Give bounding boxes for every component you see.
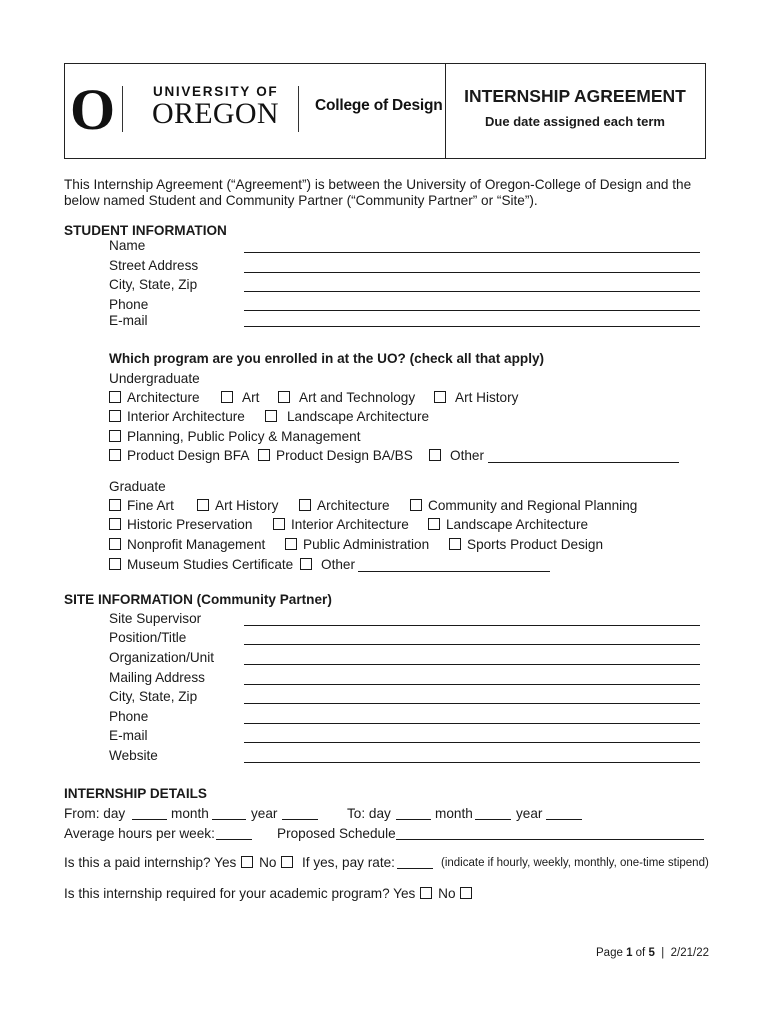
field-label-street-address: Street Address (109, 258, 199, 273)
checkbox-label: Art History (455, 390, 519, 405)
checkbox[interactable] (285, 538, 297, 550)
checkbox[interactable] (273, 518, 285, 530)
website-field[interactable] (244, 762, 700, 763)
page-of: of (632, 947, 649, 959)
field-label-organization-unit: Organization/Unit (109, 650, 215, 665)
ug-checkbox-planning[interactable] (109, 429, 361, 445)
city-state-zip-field[interactable] (244, 291, 700, 292)
checkbox[interactable] (109, 538, 121, 550)
ug-checkbox-product-design-babs[interactable] (258, 448, 413, 464)
checkbox[interactable] (109, 558, 121, 570)
grad-checkbox-nonprofit-management[interactable] (109, 537, 265, 553)
paid-yes-checkbox[interactable] (241, 856, 253, 868)
page-prefix: Page (596, 947, 627, 959)
checkbox-label: Architecture (127, 390, 200, 405)
checkbox-label: Art History (215, 498, 279, 513)
paid-question-text: Is this a paid internship? Yes (64, 855, 237, 870)
field-label-phone: Phone (109, 297, 149, 312)
checkbox-label: Other (321, 557, 355, 572)
program-question: Which program are you enrolled in at the UO? (check all that apply) (109, 351, 545, 366)
checkbox-label: Interior Architecture (127, 409, 245, 424)
checkbox-label: Landscape Architecture (446, 517, 589, 532)
paid-no-checkbox[interactable] (281, 856, 293, 868)
position-title-field[interactable] (244, 644, 700, 645)
email-field[interactable] (244, 326, 700, 327)
grad-checkbox-landscape-architecture[interactable] (428, 517, 588, 533)
grad-checkbox-interior-architecture[interactable] (273, 517, 409, 533)
checkbox-label: Landscape Architecture (287, 409, 430, 424)
mailing-address-field[interactable] (244, 684, 700, 685)
from-day-label: From: day (64, 806, 126, 821)
header-box (64, 63, 706, 159)
ug-checkbox-interior-architecture[interactable] (109, 409, 245, 425)
grad-checkbox-community-planning[interactable] (410, 498, 637, 514)
checkbox-label: Art and Technology (299, 390, 416, 405)
phone-field[interactable] (244, 310, 700, 311)
checkbox-label: Interior Architecture (291, 517, 409, 532)
ug-checkbox-landscape-architecture[interactable] (265, 409, 429, 425)
checkbox[interactable] (109, 430, 121, 442)
checkbox-label: Planning, Public Policy & Management (127, 429, 361, 444)
field-label-site-supervisor: Site Supervisor (109, 611, 202, 626)
page-total: 5 (648, 947, 655, 959)
from-month-label: month (171, 806, 209, 821)
to-day-field[interactable] (396, 819, 431, 820)
checkbox[interactable] (109, 518, 121, 530)
checkbox-label: Other (450, 448, 484, 463)
proposed-schedule-field[interactable] (396, 839, 704, 840)
checkbox[interactable] (410, 499, 422, 511)
checkbox[interactable] (109, 499, 121, 511)
logo-oregon: OREGON (152, 97, 279, 130)
site-info-heading: SITE INFORMATION (Community Partner) (64, 592, 332, 607)
checkbox[interactable] (299, 499, 311, 511)
from-year-label: year (251, 806, 278, 821)
field-label-website: Website (109, 748, 158, 763)
field-label-name: Name (109, 238, 146, 253)
checkbox[interactable] (428, 518, 440, 530)
checkbox-label: Product Design BA/BS (276, 448, 413, 463)
from-day-field[interactable] (132, 819, 167, 820)
required-no-label: No (438, 886, 456, 901)
document-title: INTERNSHIP AGREEMENT (464, 86, 686, 106)
student-info-heading: STUDENT INFORMATION (64, 223, 227, 238)
checkbox-label: Product Design BFA (127, 448, 250, 463)
site-email-field[interactable] (244, 742, 700, 743)
grad-checkbox-sports-product-design[interactable] (449, 537, 603, 553)
to-day-label: To: day (347, 806, 391, 821)
header-divider (445, 64, 446, 158)
grad-checkbox-historic-preservation[interactable] (109, 517, 252, 533)
checkbox-label: Nonprofit Management (127, 537, 266, 552)
checkbox-label: Fine Art (127, 498, 174, 513)
avg-hours-field[interactable] (216, 839, 252, 840)
checkbox-label: Public Administration (303, 537, 430, 552)
field-label-mailing-address: Mailing Address (109, 670, 205, 685)
pay-rate-field[interactable] (397, 868, 433, 869)
logo-divider (298, 86, 299, 132)
checkbox[interactable] (197, 499, 209, 511)
from-month-field[interactable] (212, 819, 246, 820)
logo-divider (122, 86, 123, 132)
name-field[interactable] (244, 252, 700, 253)
document-subtitle: Due date assigned each term (485, 114, 665, 129)
required-question-text: Is this internship required for your academic program? Yes (64, 886, 416, 901)
to-month-field[interactable] (475, 819, 511, 820)
intro-line-1: This Internship Agreement (“Agreement”) is between the University of Oregon-College of Design and the (64, 177, 692, 192)
checkbox[interactable] (109, 449, 121, 461)
paid-no-label: No (259, 855, 277, 870)
checkbox-label: Community and Regional Planning (428, 498, 638, 513)
checkbox[interactable] (278, 391, 290, 403)
field-label-city-state-zip: City, State, Zip (109, 277, 198, 292)
site-city-state-zip-field[interactable] (244, 703, 700, 704)
to-year-label: year (516, 806, 543, 821)
intro-line-2: below named Student and Community Partner (“Community Partner” or “Site”). (64, 193, 538, 208)
field-label-email: E-mail (109, 313, 148, 328)
grad-checkbox-architecture[interactable] (299, 498, 390, 514)
grad-checkbox-museum-studies[interactable] (109, 557, 293, 573)
page-footer (596, 947, 709, 959)
logo-university-of: UNIVERSITY OF (153, 84, 279, 99)
grad-checkbox-public-administration[interactable] (285, 537, 429, 553)
checkbox[interactable] (258, 449, 270, 461)
to-month-label: month (435, 806, 473, 821)
pay-rate-label: If yes, pay rate: (302, 855, 395, 870)
grad-checkbox-other[interactable] (300, 557, 355, 573)
checkbox[interactable] (221, 391, 233, 403)
page-number: 1 (626, 947, 633, 959)
avg-hours-label: Average hours per week: (64, 826, 215, 841)
checkbox[interactable] (265, 410, 277, 422)
ug-checkbox-architecture[interactable] (109, 390, 200, 406)
field-label-site-email: E-mail (109, 728, 148, 743)
checkbox-label: Architecture (317, 498, 390, 513)
required-no-checkbox[interactable] (460, 887, 472, 899)
field-label-site-city-state-zip: City, State, Zip (109, 689, 198, 704)
undergraduate-label: Undergraduate (109, 371, 200, 386)
internship-details-heading: INTERNSHIP DETAILS (64, 786, 207, 801)
from-year-field[interactable] (282, 819, 318, 820)
graduate-label: Graduate (109, 479, 166, 494)
checkbox[interactable] (449, 538, 461, 550)
checkbox[interactable] (429, 449, 441, 461)
site-supervisor-field[interactable] (244, 625, 700, 626)
paid-internship-question (64, 855, 299, 871)
street-address-field[interactable] (244, 272, 700, 273)
grad-checkbox-art-history[interactable] (197, 498, 278, 514)
ug-checkbox-art-history[interactable] (434, 390, 518, 406)
checkbox[interactable] (434, 391, 446, 403)
field-label-site-phone: Phone (109, 709, 149, 724)
organization-unit-field[interactable] (244, 664, 700, 665)
checkbox-label: Sports Product Design (467, 537, 604, 552)
ug-checkbox-art-and-technology[interactable] (278, 390, 415, 406)
required-yes-checkbox[interactable] (420, 887, 432, 899)
checkbox[interactable] (300, 558, 312, 570)
ug-checkbox-product-design-bfa[interactable] (109, 448, 249, 464)
checkbox[interactable] (109, 391, 121, 403)
checkbox-label: Museum Studies Certificate (127, 557, 294, 572)
grad-checkbox-fine-art[interactable] (109, 498, 174, 514)
logo-college-of-design: College of Design (315, 97, 443, 114)
ug-checkbox-other[interactable] (429, 448, 484, 464)
required-question (64, 886, 478, 902)
uo-logo-mark: O (70, 77, 116, 142)
checkbox[interactable] (109, 410, 121, 422)
checkbox-label: Art (242, 390, 260, 405)
field-label-position-title: Position/Title (109, 630, 187, 645)
ug-checkbox-art[interactable] (221, 390, 259, 406)
to-year-field[interactable] (546, 819, 582, 820)
proposed-schedule-label: Proposed Schedule (277, 826, 396, 841)
revision-date: | 2/21/22 (654, 947, 709, 959)
site-phone-field[interactable] (244, 723, 700, 724)
grad-other-field[interactable] (358, 571, 550, 572)
checkbox-label: Historic Preservation (127, 517, 253, 532)
ug-other-field[interactable] (488, 462, 679, 463)
pay-rate-note: (indicate if hourly, weekly, monthly, one-time stipend) (441, 857, 709, 869)
